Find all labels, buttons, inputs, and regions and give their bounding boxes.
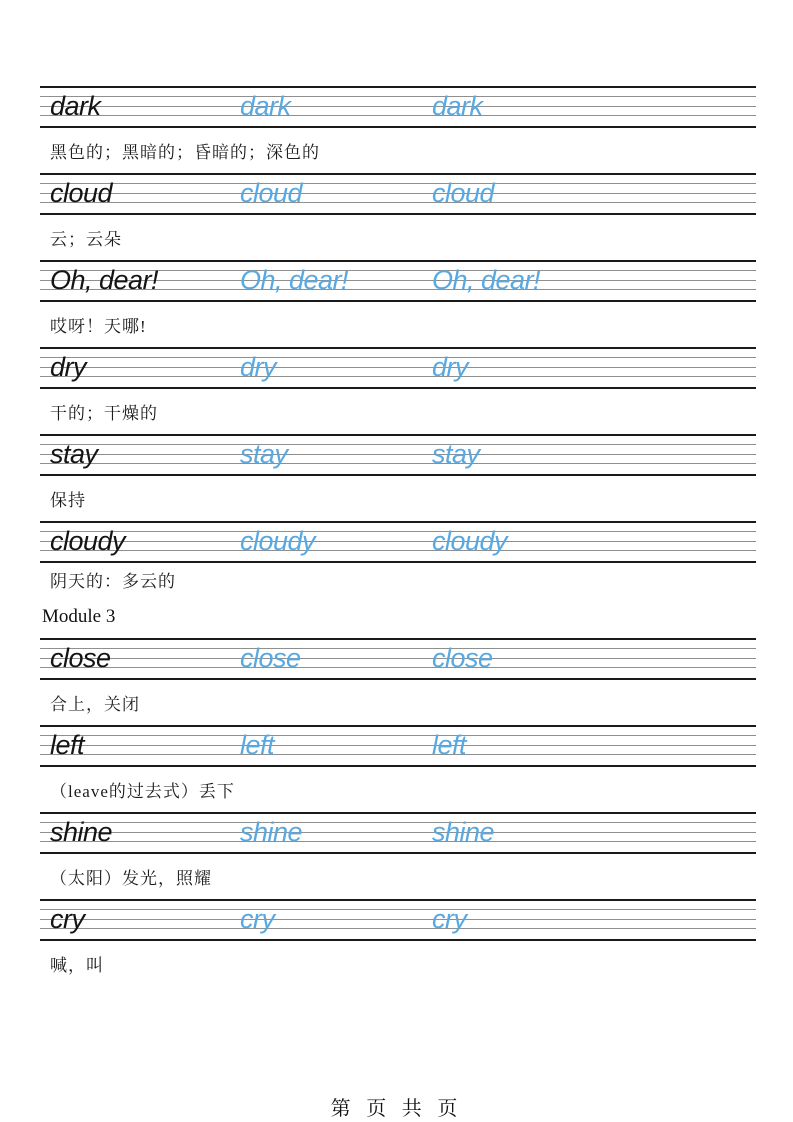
practice-word-blue-2: left: [432, 730, 467, 760]
practice-word-black: stay: [50, 439, 98, 469]
practice-word-blue-1: dark: [240, 91, 291, 121]
practice-word-black: cloudy: [50, 526, 126, 556]
vocab-entry: [40, 899, 756, 986]
writing-guide-band: [40, 521, 756, 563]
vocab-entry: [40, 260, 756, 347]
vocab-entry: [40, 812, 756, 899]
practice-word-blue-1: close: [240, 643, 301, 673]
practice-word-blue-2: dark: [432, 91, 483, 121]
writing-guide-band: [40, 86, 756, 128]
practice-word-blue-1: left: [240, 730, 275, 760]
vocab-entry: [40, 521, 756, 638]
writing-guide-band: [40, 173, 756, 215]
practice-word-black: cloud: [50, 178, 113, 208]
practice-word-blue-1: shine: [240, 817, 303, 847]
vocab-entry: [40, 434, 756, 521]
practice-word-blue-1: stay: [240, 439, 288, 469]
definition-text: 干的；干燥的: [50, 404, 158, 423]
definition-text: 阴天的：多云的: [50, 571, 176, 591]
practice-word-black: close: [50, 643, 111, 673]
practice-word-blue-1: cry: [240, 904, 275, 934]
writing-guide-band: [40, 812, 756, 854]
practice-word-black: shine: [50, 817, 113, 847]
vocab-entry: [40, 725, 756, 812]
definition-text: 保持: [50, 491, 86, 510]
definition-text: 云；云朵: [50, 230, 122, 249]
writing-guide-band: [40, 638, 756, 680]
practice-word-blue-2: cry: [432, 904, 467, 934]
practice-word-black: dry: [50, 352, 87, 382]
definition-text: （太阳）发光，照耀: [50, 869, 212, 888]
practice-word-blue-2: cloud: [432, 178, 495, 208]
practice-word-black: left: [50, 730, 85, 760]
practice-word-blue-1: cloudy: [240, 526, 316, 556]
writing-guide-band: [40, 899, 756, 941]
practice-word-blue-1: Oh, dear!: [240, 265, 349, 295]
practice-word-blue-1: dry: [240, 352, 277, 382]
definition-text: 黑色的；黑暗的；昏暗的；深色的: [50, 143, 320, 162]
practice-word-black: cry: [50, 904, 85, 934]
practice-word-blue-2: shine: [432, 817, 495, 847]
practice-word-black: Oh, dear!: [50, 265, 159, 295]
vocab-entry: [40, 347, 756, 434]
writing-guide-band: [40, 434, 756, 476]
vocab-entry: [40, 86, 756, 173]
definition-text: 哎呀！天哪!: [50, 317, 147, 336]
practice-word-blue-2: stay: [432, 439, 480, 469]
vocab-entry: [40, 173, 756, 260]
writing-guide-band: [40, 260, 756, 302]
practice-word-blue-2: cloudy: [432, 526, 508, 556]
module-section-header: Module 3: [42, 605, 116, 627]
vocab-worksheet: [40, 86, 756, 986]
practice-word-blue-2: Oh, dear!: [432, 265, 541, 295]
definition-text: 喊，叫: [50, 956, 104, 975]
practice-word-blue-2: dry: [432, 352, 469, 382]
practice-word-blue-2: close: [432, 643, 493, 673]
definition-text: （leave的过去式）丢下: [50, 782, 235, 801]
page-footer: 第 页 共 页: [330, 1098, 463, 1120]
practice-word-blue-1: cloud: [240, 178, 303, 208]
writing-guide-band: [40, 725, 756, 767]
definition-text: 合上，关闭: [50, 695, 140, 714]
practice-word-black: dark: [50, 91, 101, 121]
writing-guide-band: [40, 347, 756, 389]
vocab-entry: [40, 638, 756, 725]
